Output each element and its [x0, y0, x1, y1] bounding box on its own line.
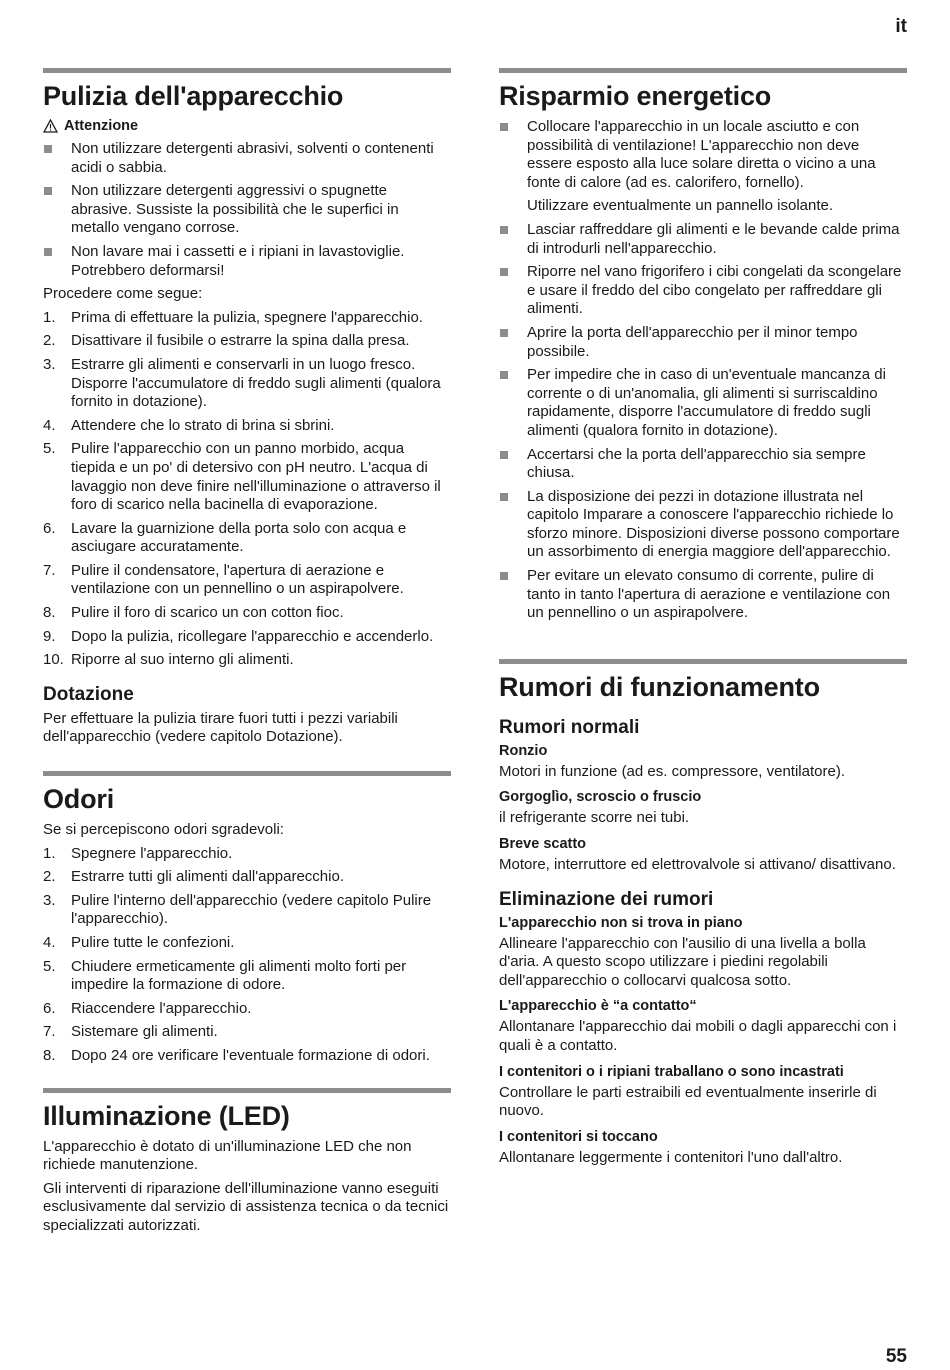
- paragraph: Se si percepiscono odori sgradevoli:: [43, 821, 284, 839]
- list-item: 6. Riaccendere l'apparecchio.: [43, 999, 252, 1017]
- list-item: 5. Pulire l'apparecchio con un panno morbido, acqua tiepida e un po' di detersivo con pH neutro. L'acqua di lavaggio non deve finire nell'illuminazione o attraverso il foro di scarico nella bacinella di evaporazione.: [43, 440, 441, 514]
- list-item: Non lavare mai i cassetti e i ripiani in lavastoviglie. Potrebbero deformarsi!: [43, 243, 451, 280]
- paragraph: L'apparecchio è dotato di un'illuminazione LED che non richiede manutenzione.: [43, 1137, 412, 1174]
- warning-heading: [43, 118, 451, 134]
- list-item: 8. Dopo 24 ore verificare l'eventuale formazione di odori.: [43, 1046, 430, 1064]
- noise-heading: Ronzio: [499, 742, 548, 759]
- list-item: 2. Disattivare il fusibile o estrarre la spina dalla presa.: [43, 332, 410, 350]
- odors-steps: [43, 845, 451, 1066]
- paragraph: Allineare l'apparecchio con l'ausilio di una livella a bolla d'aria. A questo scopo utilizzare i piedini regolabili dell'apparecchio o collocarvi qualcosa sotto.: [499, 934, 866, 989]
- paragraph: Motori in funzione (ad es. compressore, ventilatore).: [499, 762, 845, 780]
- lighting-section: [43, 1088, 451, 1236]
- paragraph: il refrigerante scorre nei tubi.: [499, 809, 690, 827]
- list-item: Accertarsi che la porta dell'apparecchio sia sempre chiusa.: [499, 446, 907, 483]
- paragraph: Gli interventi di riparazione dell'illuminazione vanno eseguiti esclusivamente dal servizio di assistenza tecnica o da tecnici specializzati autorizzati.: [43, 1179, 449, 1234]
- subsection-title: Eliminazione dei rumori: [499, 888, 714, 910]
- noise-section: [499, 659, 907, 1168]
- list-item: Per impedire che in caso di un'eventuale mancanza di corrente o di un'anomalia, gli alimenti si surriscaldino rapidamente, disporre l'accumulatore di freddo sugli alimenti (qualora fornito in dotazione).: [499, 366, 907, 440]
- cleaning-section: [43, 68, 451, 747]
- energy-section: [499, 68, 907, 623]
- section-title: Rumori di funzionamento: [499, 671, 820, 702]
- language-code: it: [895, 16, 907, 37]
- list-item: 1. Spegnere l'apparecchio.: [43, 844, 233, 862]
- energy-list: [499, 118, 907, 623]
- noise-heading: L'apparecchio è “a contatto“: [499, 998, 697, 1015]
- section-title: Illuminazione (LED): [43, 1100, 290, 1131]
- warning-list: [43, 140, 451, 280]
- list-item: Lasciar raffreddare gli alimenti e le bevande calde prima di introdurli nell'apparecchio.: [499, 221, 907, 258]
- noise-heading: L'apparecchio non si trova in piano: [499, 914, 743, 931]
- list-item: 9. Dopo la pulizia, ricollegare l'apparecchio e accenderlo.: [43, 627, 434, 645]
- list-item: 7. Pulire il condensatore, l'apertura di aerazione e ventilazione con un pennellino o un aspirapolvere.: [43, 561, 404, 598]
- page-number: 55: [885, 1346, 907, 1367]
- section-title: Risparmio energetico: [499, 81, 772, 111]
- list-item: 2. Estrarre tutti gli alimenti dall'apparecchio.: [43, 868, 344, 886]
- noise-heading: Breve scatto: [499, 836, 587, 853]
- noise-heading: I contenitori si toccano: [499, 1128, 658, 1145]
- list-item: 10. Riporre al suo interno gli alimenti.: [43, 651, 294, 669]
- list-item: Aprire la porta dell'apparecchio per il minor tempo possibile.: [499, 324, 907, 361]
- paragraph: Allontanare leggermente i contenitori l'uno dall'altro.: [499, 1148, 843, 1166]
- procedure-intro: Procedere come segue:: [43, 285, 203, 303]
- list-item: Riporre nel vano frigorifero i cibi congelati da scongelare e usare il freddo del cibo congelato per raffreddare gli alimenti.: [499, 263, 907, 319]
- warning-label: Attenzione: [64, 118, 139, 134]
- list-item: 4. Attendere che lo strato di brina si sbrini.: [43, 416, 335, 434]
- list-item: 4. Pulire tutte le confezioni.: [43, 934, 235, 951]
- list-item: 8. Pulire il foro di scarico un con cotton fioc.: [43, 604, 344, 622]
- list-item: 3. Pulire l'interno dell'apparecchio (vedere capitolo Pulire l'apparecchio).: [43, 891, 432, 928]
- left-column: [43, 68, 451, 1241]
- warning-triangle-icon: [43, 119, 58, 133]
- paragraph: Per effettuare la pulizia tirare fuori tutti i pezzi variabili dell'apparecchio (vedere capitolo Dotazione).: [43, 709, 398, 746]
- paragraph: Controllare le parti estraibili ed eventualmente inserirle di nuovo.: [499, 1083, 877, 1120]
- paragraph: Allontanare l'apparecchio dai mobili o dagli apparecchi con i quali è a contatto.: [499, 1018, 897, 1054]
- subsection-title: Dotazione: [43, 683, 134, 705]
- odors-section: [43, 771, 451, 1066]
- section-title: Pulizia dell'apparecchio: [43, 81, 344, 111]
- right-column: [499, 68, 907, 1172]
- list-item: La disposizione dei pezzi in dotazione illustrata nel capitolo Imparare a conoscere l'apparecchio richiede lo sforzo minore. Disposizioni diverse possono comportare un assorbimento di energia maggiore dell'apparecchio.: [499, 488, 907, 562]
- list-item: 1. Prima di effettuare la pulizia, spegnere l'apparecchio.: [43, 308, 423, 326]
- paragraph: Motore, interruttore ed elettrovalvole si attivano/ disattivano.: [499, 856, 896, 874]
- list-item: 6. Lavare la guarnizione della porta solo con acqua e asciugare accuratamente.: [43, 519, 407, 556]
- list-item: 3. Estrarre gli alimenti e conservarli in un luogo fresco. Disporre l'accumulatore di freddo sugli alimenti (qualora fornito in dotazione).: [43, 355, 441, 411]
- list-item: 5. Chiudere ermeticamente gli alimenti molto forti per impedire la formazione di odore.: [43, 957, 407, 994]
- cleaning-steps: [43, 309, 451, 670]
- list-item: 7. Sistemare gli alimenti.: [43, 1023, 218, 1041]
- subsection-title: Rumori normali: [499, 716, 640, 738]
- list-item: Collocare l'apparecchio in un locale asciutto e con possibilità di ventilazione! L'apparecchio non deve essere esposto alla luce solare diretta o vicino a una fonte di calore (ad es. calorifero, fornello). Utilizzare eventualmente un pannello isolante.: [499, 118, 907, 216]
- list-item: Per evitare un elevato consumo di corrente, pulire di tanto in tanto l'apertura di aerazione e ventilazione con un pennellino o un aspirapolvere.: [499, 567, 907, 623]
- section-title: Odori: [43, 784, 114, 815]
- list-item: Non utilizzare detergenti abrasivi, solventi o contenenti acidi o sabbia.: [43, 140, 451, 177]
- noise-heading: I contenitori o i ripiani traballano o sono incastrati: [499, 1063, 844, 1080]
- list-item: Non utilizzare detergenti aggressivi o spugnette abrasive. Sussiste la possibilità che le superfici in metallo vengano corrose.: [43, 182, 451, 238]
- list-item-note: Utilizzare eventualmente un pannello isolante.: [527, 197, 834, 215]
- noise-heading: Gorgoglìo, scroscio o fruscio: [499, 789, 702, 806]
